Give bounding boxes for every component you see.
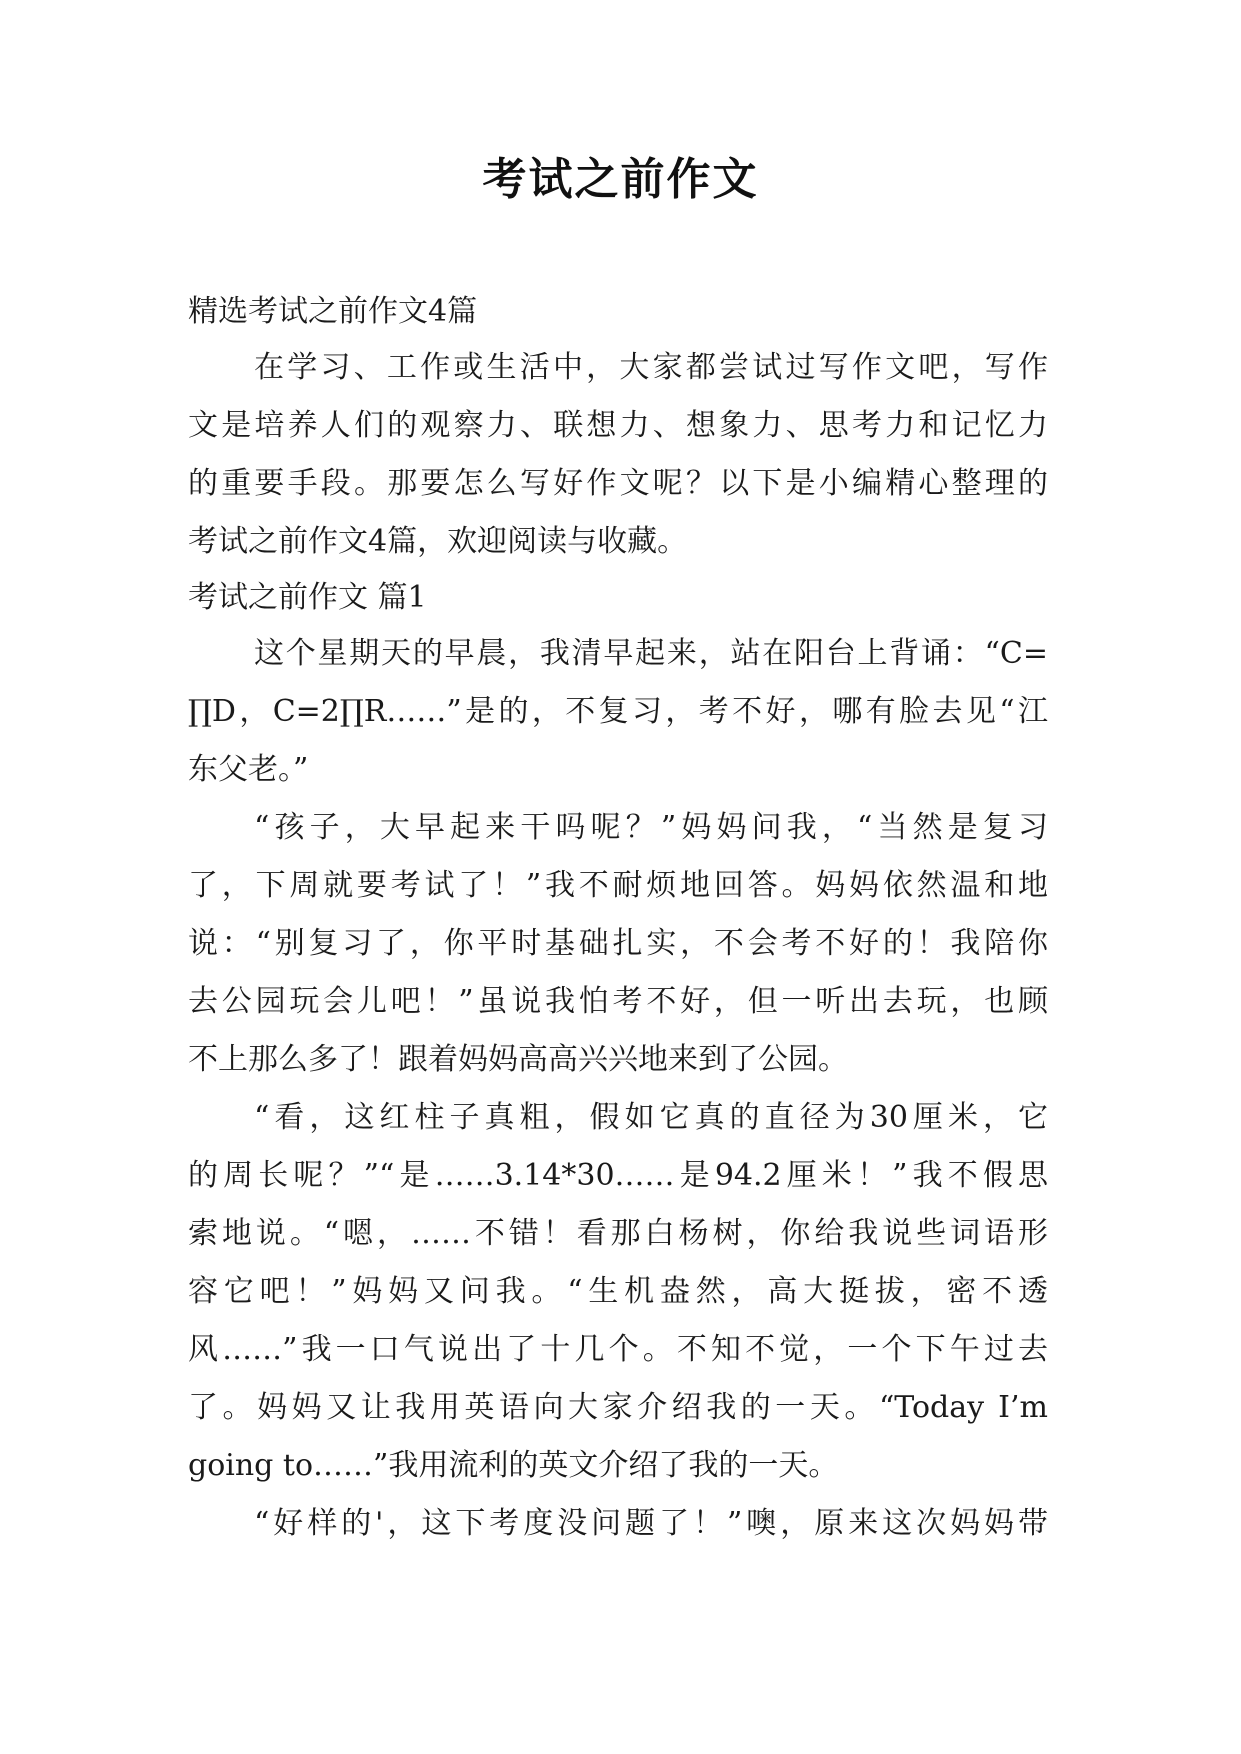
text-line: 文是培养人们的观察力、联想力、想象力、思考力和记忆力: [188, 408, 1048, 443]
text-line: 去公园玩会儿吧！”虽说我怕考不好，但一听出去玩，也顾: [188, 984, 1048, 1019]
text-line: 了。妈妈又让我用英语向大家介绍我的一天。“Today I’m: [188, 1390, 1048, 1425]
document-body: [188, 285, 1048, 1553]
text-line: 考试之前作文4篇，欢迎阅读与收藏。: [188, 524, 688, 559]
intro-paragraph: [188, 339, 1048, 571]
text-line: 容它吧！”妈妈又问我。“生机盎然，高大挺拔，密不透: [188, 1274, 1048, 1309]
text-line: 了，下周就要考试了！”我不耐烦地回答。妈妈依然温和地: [188, 868, 1048, 903]
text-line: “看，这红柱子真粗，假如它真的直径为30厘米，它: [254, 1100, 1048, 1135]
paragraph-1: [188, 625, 1048, 799]
text-line: going to……”我用流利的英文介绍了我的一天。: [188, 1448, 839, 1483]
paragraph-2: [188, 799, 1048, 1089]
paragraph-4: [188, 1495, 1048, 1553]
text-line: ∏D，C=2∏R……”是的，不复习，考不好，哪有脸去见“江: [188, 694, 1048, 729]
paragraph-3: [188, 1089, 1048, 1495]
document-subtitle: 精选考试之前作文4篇: [188, 294, 478, 329]
page-title: 考试之前作文: [482, 154, 759, 205]
text-line: 风……”我一口气说出了十几个。不知不觉，一个下午过去: [188, 1332, 1048, 1367]
text-line: 说：“别复习了，你平时基础扎实，不会考不好的！我陪你: [188, 926, 1048, 961]
text-line: 不上那么多了！跟着妈妈高高兴兴地来到了公园。: [188, 1042, 848, 1077]
text-line: 东父老。”: [188, 752, 309, 787]
text-line: 这个星期天的早晨，我清早起来，站在阳台上背诵：“C=: [254, 636, 1048, 671]
text-line: 在学习、工作或生活中，大家都尝试过写作文吧，写作: [254, 350, 1048, 385]
text-line: 的周长呢？”“是……3.14*30……是94.2厘米！”我不假思: [188, 1158, 1048, 1193]
section-heading: 考试之前作文 篇1: [188, 580, 427, 615]
text-line: 索地说。“嗯，……不错！看那白杨树，你给我说些词语形: [188, 1216, 1048, 1251]
text-line: “好样的'，这下考度没问题了！”噢，原来这次妈妈带: [254, 1506, 1048, 1541]
text-line: 的重要手段。那要怎么写好作文呢？以下是小编精心整理的: [188, 466, 1048, 501]
text-line: “孩子，大早起来干吗呢？”妈妈问我，“当然是复习: [254, 810, 1048, 845]
